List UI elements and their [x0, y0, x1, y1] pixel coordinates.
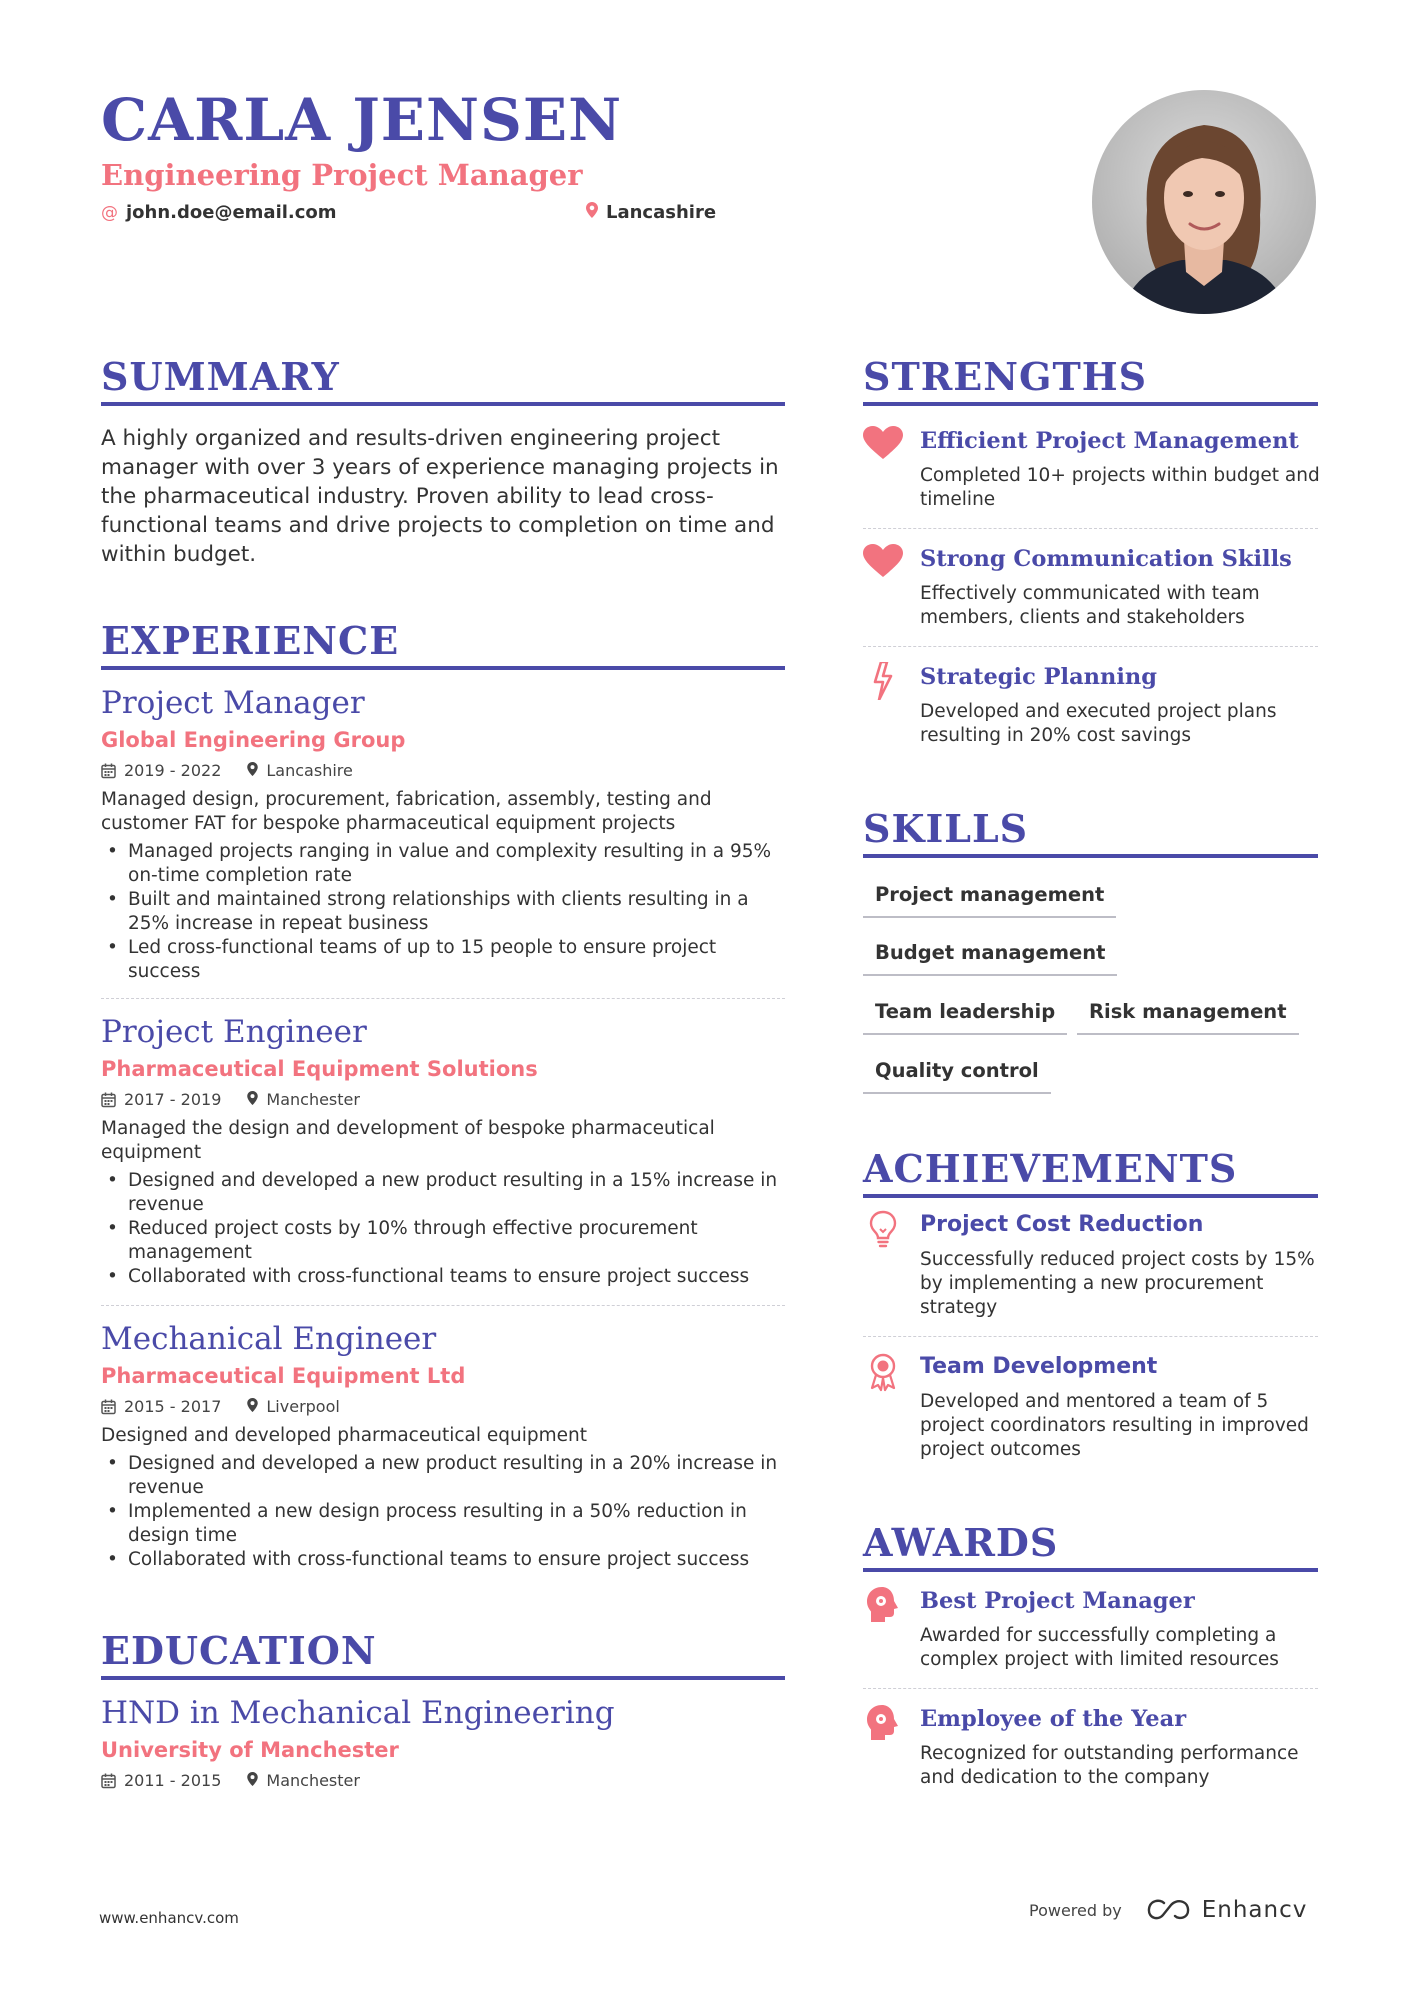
experience-entry: [101, 1320, 787, 1572]
pin-icon: [247, 1396, 258, 1418]
job-description: Managed design, procurement, fabrication, assembly, testing and customer FAT for bespoke pharmaceutical equipment projects: [101, 789, 712, 834]
lightbulb-icon: [863, 1210, 903, 1250]
strength-text: Completed 10+ projects within budget and timeline: [920, 465, 1320, 510]
job-bullet: • Led cross-functional teams of up to 15 people to ensure project success: [101, 936, 787, 984]
job-bullet: • Designed and developed a new product resulting in a 20% increase in revenue: [101, 1452, 787, 1500]
powered-by-label: Powered by: [1029, 1900, 1122, 1920]
calendar-icon: [101, 763, 116, 779]
job-bullet: • Built and maintained strong relationships with clients resulting in a 25% increase in repeat business: [101, 888, 787, 936]
achievements-heading: ACHIEVEMENTS: [863, 1146, 1238, 1191]
experience-entry: [101, 1013, 787, 1289]
pin-icon: [247, 760, 258, 782]
experience-rule: [101, 666, 785, 670]
job-location: Manchester: [266, 1090, 360, 1109]
education-heading: EDUCATION: [101, 1628, 377, 1673]
job-bullets: [101, 840, 787, 984]
skills-heading: SKILLS: [863, 806, 1029, 851]
job-title: Project Manager: [101, 685, 365, 721]
email-icon: @: [101, 202, 118, 223]
job-description: Designed and developed pharmaceutical equipment: [101, 1425, 587, 1446]
strength-text: Developed and executed project plans resulting in 20% cost savings: [920, 701, 1277, 746]
award-icon: [863, 1352, 903, 1392]
education-dates: 2011 - 2015: [124, 1771, 222, 1790]
education-location: Manchester: [266, 1771, 360, 1790]
achievements-rule: [863, 1194, 1318, 1198]
achievement-text: Developed and mentored a team of 5 project coordinators resulting in improved project outcomes: [920, 1391, 1309, 1460]
strength-title: Efficient Project Management: [920, 428, 1299, 454]
school-name: University of Manchester: [101, 1738, 399, 1762]
heart-icon: [863, 426, 903, 466]
skill-tag: Team leadership: [863, 1000, 1067, 1035]
calendar-icon: [101, 1773, 116, 1789]
job-location: Liverpool: [266, 1397, 340, 1416]
location-text: Lancashire: [606, 202, 717, 223]
job-dates: 2019 - 2022: [124, 761, 222, 780]
enhancv-logo-icon: [1146, 1898, 1192, 1922]
skill-tag: Project management: [863, 883, 1116, 918]
strength-text: Effectively communicated with team members, clients and stakeholders: [920, 583, 1260, 628]
candidate-title: Engineering Project Manager: [101, 158, 583, 192]
experience-heading: EXPERIENCE: [101, 618, 400, 663]
calendar-icon: [101, 1092, 116, 1108]
award-title: Employee of the Year: [920, 1706, 1187, 1732]
job-company: Global Engineering Group: [101, 728, 406, 752]
job-dates: 2015 - 2017: [124, 1397, 222, 1416]
skill-tag: Quality control: [863, 1059, 1051, 1094]
job-bullet: • Reduced project costs by 10% through effective procurement management: [101, 1217, 787, 1265]
job-location: Lancashire: [266, 761, 353, 780]
summary-rule: [101, 402, 785, 406]
education-meta: [101, 1770, 787, 1792]
footer-website[interactable]: www.enhancv.com: [99, 1909, 239, 1927]
contact-email[interactable]: [101, 202, 337, 223]
email-text: john.doe@email.com: [126, 202, 337, 223]
job-meta: [101, 760, 787, 782]
pin-icon: [247, 1770, 258, 1792]
job-company: Pharmaceutical Equipment Ltd: [101, 1364, 466, 1388]
divider: [863, 528, 1318, 529]
degree-title: HND in Mechanical Engineering: [101, 1695, 615, 1731]
skill-tag: Risk management: [1077, 1000, 1299, 1035]
achievement-title: Project Cost Reduction: [920, 1212, 1204, 1237]
job-title: Mechanical Engineer: [101, 1321, 437, 1357]
divider: [863, 1688, 1318, 1689]
heart-icon: [863, 544, 903, 584]
summary-heading: SUMMARY: [101, 354, 340, 399]
job-bullets: [101, 1169, 787, 1289]
strength-title: Strong Communication Skills: [920, 546, 1292, 572]
achievement-title: Team Development: [920, 1354, 1158, 1379]
job-bullet: • Managed projects ranging in value and complexity resulting in a 95% on-time completion rate: [101, 840, 787, 888]
job-meta: [101, 1089, 787, 1111]
job-bullets: [101, 1452, 787, 1572]
award-title: Best Project Manager: [920, 1588, 1195, 1614]
lightning-icon: [863, 662, 903, 702]
footer-branding: [1029, 1897, 1307, 1923]
candidate-name: CARLA JENSEN: [101, 86, 623, 154]
divider: [863, 646, 1318, 647]
divider: [863, 1336, 1318, 1337]
experience-entry: [101, 684, 787, 984]
pin-icon: [586, 202, 598, 223]
brand-logo[interactable]: [1146, 1897, 1308, 1923]
job-company: Pharmaceutical Equipment Solutions: [101, 1057, 538, 1081]
job-title: Project Engineer: [101, 1014, 367, 1050]
job-meta: [101, 1396, 787, 1418]
skill-tag: Budget management: [863, 941, 1117, 976]
skills-rule: [863, 854, 1318, 858]
head-icon: [863, 1704, 903, 1744]
pin-icon: [247, 1089, 258, 1111]
job-description: Managed the design and development of bespoke pharmaceutical equipment: [101, 1118, 715, 1163]
achievement-text: Successfully reduced project costs by 15% by implementing a new procurement strategy: [920, 1249, 1315, 1318]
calendar-icon: [101, 1399, 116, 1415]
awards-heading: AWARDS: [863, 1520, 1059, 1565]
divider: [101, 998, 785, 999]
award-text: Recognized for outstanding performance and dedication to the company: [920, 1743, 1299, 1788]
strength-title: Strategic Planning: [920, 664, 1157, 690]
strengths-heading: STRENGTHS: [863, 354, 1148, 399]
summary-text: A highly organized and results-driven engineering project manager with over 3 years of experience managing projects in the pharmaceutical industry. Proven ability to lead cross-functional teams and drive projects to completion on time and within budget.: [101, 426, 779, 567]
job-dates: 2017 - 2019: [124, 1090, 222, 1109]
job-bullet: • Implemented a new design process resulting in a 50% reduction in design time: [101, 1500, 787, 1548]
education-entry: [101, 1694, 787, 1792]
brand-name: Enhancv: [1201, 1897, 1308, 1923]
contact-location: [586, 202, 716, 223]
job-bullet: • Collaborated with cross-functional teams to ensure project success: [101, 1265, 787, 1289]
awards-rule: [863, 1568, 1318, 1572]
profile-photo: [1092, 90, 1316, 314]
strengths-rule: [863, 402, 1318, 406]
education-rule: [101, 1676, 785, 1680]
award-text: Awarded for successfully completing a complex project with limited resources: [920, 1625, 1279, 1670]
head-icon: [863, 1586, 903, 1626]
job-bullet: • Collaborated with cross-functional teams to ensure project success: [101, 1548, 787, 1572]
job-bullet: • Designed and developed a new product resulting in a 15% increase in revenue: [101, 1169, 787, 1217]
divider: [101, 1305, 785, 1306]
